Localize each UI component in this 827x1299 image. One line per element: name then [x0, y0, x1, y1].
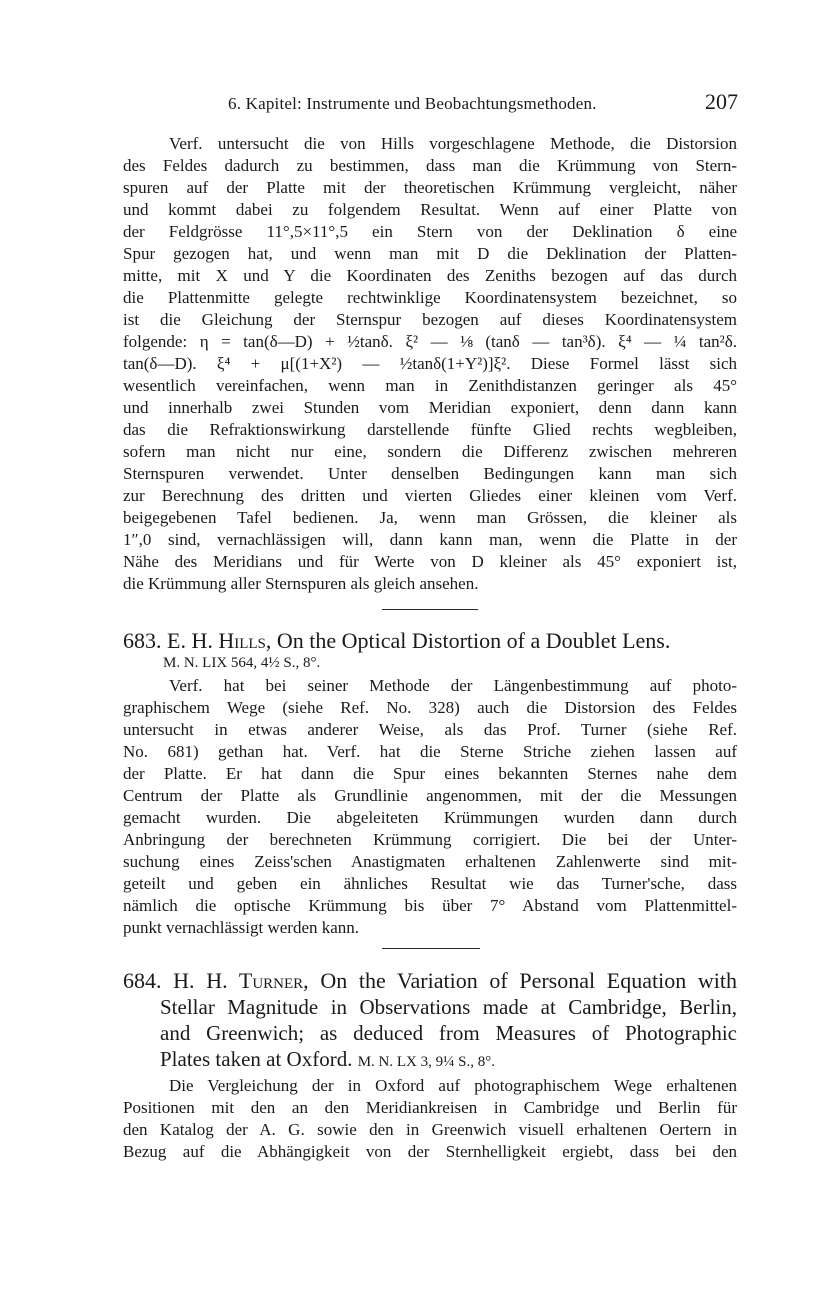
- section-divider: [382, 609, 478, 610]
- text-line: Centrum der Platte als Grundlinie angenommen, mit der die Messungen: [123, 786, 737, 805]
- entry-heading: [123, 628, 737, 654]
- entry-heading: [123, 968, 737, 994]
- text-line: Spur gezogen hat, und wenn man mit D die Deklination der Platten-: [123, 244, 737, 263]
- text-line: der Feldgrösse 11°,5×11°,5 ein Stern von der Deklination δ eine: [123, 222, 737, 241]
- text-line: das die Refraktionswirkung darstellende fünfte Glied rechts wegbleiben,: [123, 420, 737, 439]
- text-line: ist die Gleichung der Sternspur bezogen auf dieses Koordinatensystem: [123, 310, 737, 329]
- entry-title: On the Optical Distortion of a Doublet Lens.: [276, 628, 671, 653]
- text-line: und kommt dabei zu folgendem Resultat. Wenn auf einer Platte von: [123, 200, 737, 219]
- text-line: sofern man nicht nur eine, sondern die Differenz zwischen mehreren: [123, 442, 737, 461]
- running-head: 6. Kapitel: Instrumente und Beobachtungsmethoden.: [228, 94, 597, 113]
- text-line: suchung eines Zeiss'schen Anastigmaten erhaltenen Zahlenwerte sind mit-: [123, 852, 737, 871]
- text-line: Bezug auf die Abhängigkeit von der Sternhelligkeit ergiebt, dass bei den: [123, 1142, 737, 1161]
- text-line: Verf. untersucht die von Hills vorgeschlagene Methode, die Distorsion: [169, 134, 737, 153]
- entry-title-line: and Greenwich; as deduced from Measures of Photographic: [160, 1021, 737, 1045]
- entry-title: On the Variation of Personal Equation with: [320, 968, 738, 993]
- entry-citation: M. N. LX 3, 9¼ S., 8°.: [357, 1054, 495, 1070]
- text-line: untersucht in etwas anderer Weise, als das Prof. Turner (siehe Ref.: [123, 720, 737, 739]
- text-line: wesentlich vereinfachen, wenn man in Zenithdistanzen geringer als 45°: [123, 376, 737, 395]
- text-line: des Feldes dadurch zu bestimmen, dass man die Krümmung von Stern-: [123, 156, 737, 175]
- text-line: Nähe des Meridians und für Werte von D kleiner als 45° exponiert ist,: [123, 552, 737, 571]
- entry-author: E. H. Hills,: [167, 628, 272, 653]
- text-line: geteilt und geben ein ähnliches Resultat wie das Turner'sche, dass: [123, 874, 737, 893]
- text-line: die Plattenmitte gelegte rechtwinklige Koordinatensystem bezeichnet, so: [123, 288, 737, 307]
- entry-title-line: [123, 1046, 737, 1072]
- entry-author: H. H. Turner,: [173, 968, 309, 993]
- entry-number: 683.: [123, 628, 162, 653]
- text-line: Die Vergleichung der in Oxford auf photographischem Wege erhaltenen: [169, 1076, 737, 1095]
- text-line: nämlich die optische Krümmung bis über 7° Abstand vom Plattenmittel-: [123, 896, 737, 915]
- text-line: die Krümmung aller Sternspuren als gleich ansehen.: [123, 574, 479, 593]
- text-line: den Katalog der A. G. sowie den in Greenwich visuell erhaltenen Oertern in: [123, 1120, 737, 1139]
- text-line: Verf. hat bei seiner Methode der Längenbestimmung auf photo-: [169, 676, 737, 695]
- text-line: graphischem Wege (siehe Ref. No. 328) auch die Distorsion des Feldes: [123, 698, 737, 717]
- entry-citation: M. N. LIX 564, 4½ S., 8°.: [163, 655, 321, 671]
- text-line: der Platte. Er hat dann die Spur eines bekannten Sternes nahe dem: [123, 764, 737, 783]
- text-line: Anbringung der berechneten Krümmung corrigiert. Die bei der Unter-: [123, 830, 737, 849]
- text-line: Positionen mit den an den Meridiankreisen in Cambridge und Berlin für: [123, 1098, 737, 1117]
- text-line: zur Berechnung des dritten und vierten Gliedes einer kleinen vom Verf.: [123, 486, 737, 505]
- formula-line: tan(δ—D). ξ⁴ + μ[(1+X²) — ½tanδ(1+Y²)]ξ². Diese Formel lässt sich: [123, 354, 737, 373]
- text-line: mitte, mit X und Y die Koordinaten des Zeniths bezogen auf das durch: [123, 266, 737, 285]
- entry-title-line: Stellar Magnitude in Observations made at Cambridge, Berlin,: [160, 995, 737, 1019]
- entry-title-last: Plates taken at Oxford.: [160, 1047, 353, 1071]
- text-line: beigegebenen Tafel bedienen. Ja, wenn man Grössen, die kleiner als: [123, 508, 737, 527]
- formula-line: folgende: η = tan(δ—D) + ½tanδ. ξ² — ⅛ (tanδ — tan³δ). ξ⁴ — ¼ tan²δ.: [123, 332, 737, 351]
- page-header: [120, 89, 740, 120]
- entry-number: 684.: [123, 968, 162, 993]
- text-line: Sternspuren verwendet. Unter denselben Bedingungen kann man sich: [123, 464, 737, 483]
- page-number: 207: [705, 89, 738, 114]
- text-line: punkt vernachlässigt werden kann.: [123, 918, 360, 937]
- section-divider: [382, 948, 480, 949]
- text-line: spuren auf der Platte mit der theoretischen Krümmung vergleicht, näher: [123, 178, 737, 197]
- text-line: und innerhalb zwei Stunden vom Meridian exponiert, denn dann kann: [123, 398, 737, 417]
- text-line: No. 681) gethan hat. Verf. hat die Sterne Striche ziehen lassen auf: [123, 742, 737, 761]
- text-line: 1″,0 sind, vernachlässigen will, dann kann man, wenn die Platte in der: [123, 530, 737, 549]
- text-line: gemacht wurden. Die abgeleiteten Krümmungen wurden dann durch: [123, 808, 737, 827]
